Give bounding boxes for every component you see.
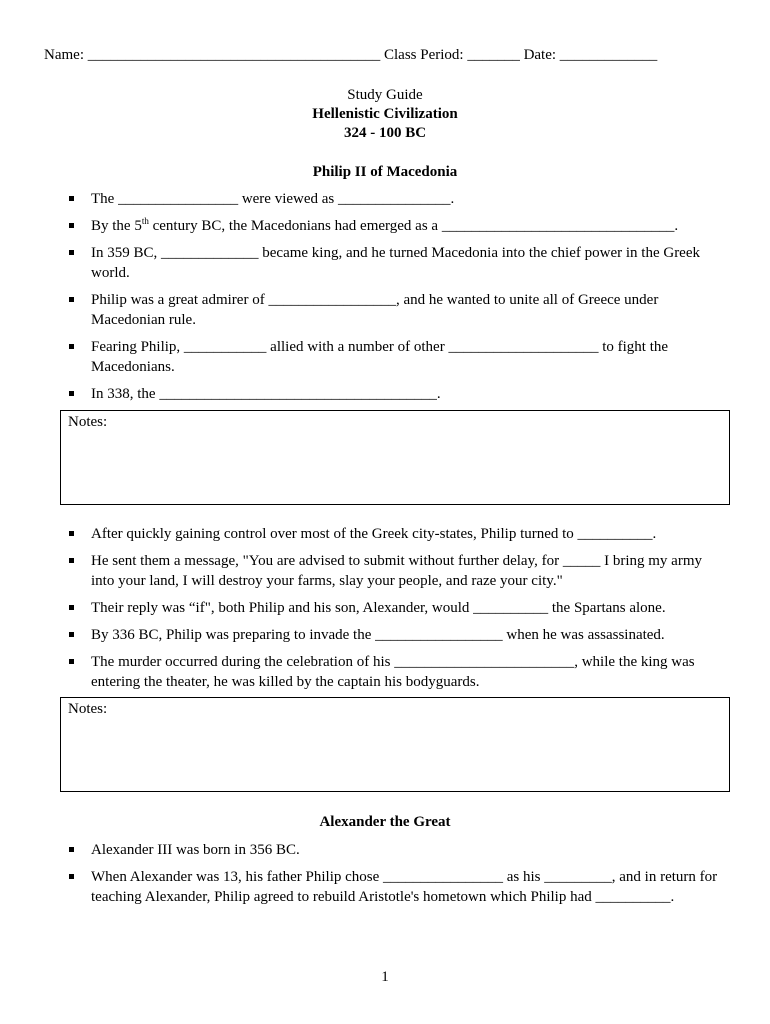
list-item: The ________________ were viewed as _______________.: [68, 189, 728, 209]
list-item: [68, 216, 728, 236]
list-item: In 359 BC, _____________ became king, and he turned Macedonia into the chief power in the Greek world.: [68, 243, 728, 283]
student-info-line: Name: _______________________________________ Class Period: _______ Date: _____________: [44, 47, 658, 63]
study-guide-title: Study Guide: [347, 87, 423, 103]
list-item: After quickly gaining control over most of the Greek city-states, Philip turned to __________.: [68, 524, 728, 544]
civilization-title: Hellenistic Civilization: [312, 106, 458, 122]
notes-label: Notes:: [68, 414, 108, 430]
list-item: In 338, the _____________________________________.: [68, 384, 728, 404]
list-item: The murder occurred during the celebration of his ________________________, while the king was entering the theater, he was killed by the captain his bodyguards.: [68, 652, 728, 692]
page-number: 1: [381, 969, 389, 985]
list-item: He sent them a message, "You are advised to submit without further delay, for _____ I bring my army into your land, I will destroy your farms, slay your people, and raze your city.": [68, 551, 728, 591]
notes-box-2[interactable]: [60, 697, 730, 792]
list-item: Fearing Philip, ___________ allied with a number of other ____________________ to fight the Macedonians.: [68, 337, 728, 377]
philip-bullet-list: [68, 189, 728, 411]
notes-box-1[interactable]: [60, 410, 730, 505]
list-item: When Alexander was 13, his father Philip chose ________________ as his _________, and in return for teaching Alexander, Philip agreed to rebuild Aristotle's hometown which Philip had __________.: [68, 867, 728, 907]
ordinal-suffix: th: [141, 216, 149, 226]
alexander-bullet-list: [68, 840, 728, 914]
list-item: Alexander III was born in 356 BC.: [68, 840, 728, 860]
date-range-title: 324 - 100 BC: [343, 125, 427, 141]
list-item: By 336 BC, Philip was preparing to invade the _________________ when he was assassinated.: [68, 625, 728, 645]
item-prefix: By the 5: [91, 218, 142, 234]
list-item: Philip was a great admirer of _________________, and he wanted to unite all of Greece under Macedonian rule.: [68, 290, 728, 330]
notes-label: Notes:: [68, 701, 108, 717]
item-text: century BC, the Macedonians had emerged as a _______________________________.: [152, 218, 679, 234]
section-heading-alexander: Alexander the Great: [319, 814, 451, 830]
title-block: [0, 86, 770, 143]
list-item: Their reply was “if", both Philip and his son, Alexander, would __________ the Spartans alone.: [68, 598, 728, 618]
section-heading-philip: Philip II of Macedonia: [312, 164, 458, 180]
philip-bullet-list-2: [68, 524, 728, 699]
